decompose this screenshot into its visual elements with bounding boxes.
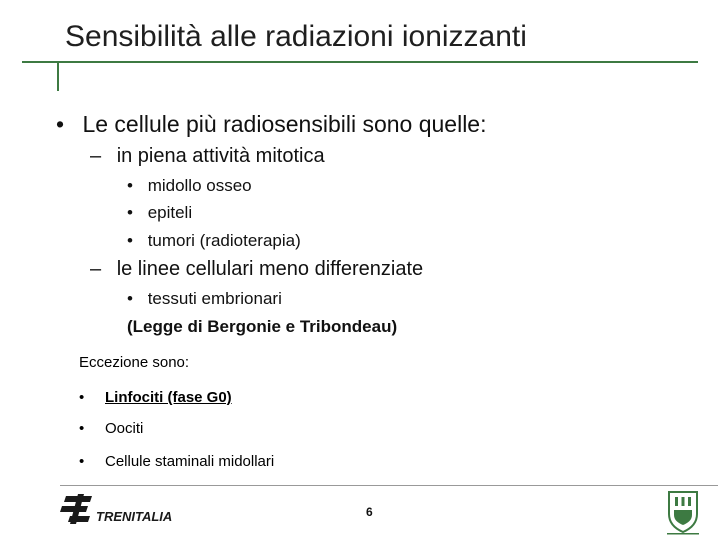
exception-item-text: Linfociti (fase G0) bbox=[105, 389, 232, 406]
list-item-text: tessuti embrionari bbox=[147, 289, 282, 308]
main-bullet bbox=[56, 111, 487, 138]
slide-title: Sensibilità alle radiazioni ionizzanti bbox=[65, 20, 527, 53]
sub-bullet-mitotic bbox=[90, 145, 325, 168]
sub-bullet-differentiated bbox=[90, 258, 423, 281]
list-item bbox=[127, 203, 192, 223]
list-item bbox=[127, 231, 301, 251]
bullet-dot: • bbox=[127, 176, 133, 195]
bullet-dash: – bbox=[90, 258, 102, 280]
exception-item-text: Oociti bbox=[105, 420, 144, 437]
university-crest-icon bbox=[663, 488, 703, 536]
logo-text: TRENITALIA bbox=[96, 509, 173, 524]
exception-item bbox=[79, 453, 275, 470]
sub-bullet-text: le linee cellulari meno differenziate bbox=[116, 258, 424, 280]
bullet-dot: • bbox=[127, 231, 133, 250]
footer-divider bbox=[60, 485, 718, 486]
page-number: 6 bbox=[366, 505, 373, 519]
bullet-dot: • bbox=[79, 453, 85, 470]
exception-item bbox=[79, 420, 144, 437]
main-bullet-text: Le cellule più radiosensibili sono quelle: bbox=[82, 111, 487, 137]
law-reference: (Legge di Bergonie e Tribondeau) bbox=[127, 317, 398, 336]
list-item-text: tumori (radioterapia) bbox=[147, 231, 301, 250]
bullet-dot: • bbox=[56, 111, 65, 137]
trenitalia-logo-icon bbox=[60, 490, 185, 530]
title-accent-tick bbox=[57, 63, 59, 91]
list-item bbox=[127, 289, 282, 309]
bullet-dot: • bbox=[127, 289, 133, 308]
list-item-text: epiteli bbox=[147, 203, 193, 222]
exception-item-text: Cellule staminali midollari bbox=[105, 453, 275, 470]
exceptions-heading: Eccezione sono: bbox=[79, 354, 190, 371]
sub-bullet-text: in piena attività mitotica bbox=[116, 145, 325, 167]
exception-item bbox=[79, 389, 232, 406]
list-item bbox=[127, 176, 252, 196]
bullet-dash: – bbox=[90, 145, 102, 167]
list-item-text: midollo osseo bbox=[147, 176, 252, 195]
bullet-dot: • bbox=[79, 389, 85, 406]
bullet-dot: • bbox=[127, 203, 133, 222]
title-underline bbox=[22, 61, 698, 63]
bullet-dot: • bbox=[79, 420, 85, 437]
